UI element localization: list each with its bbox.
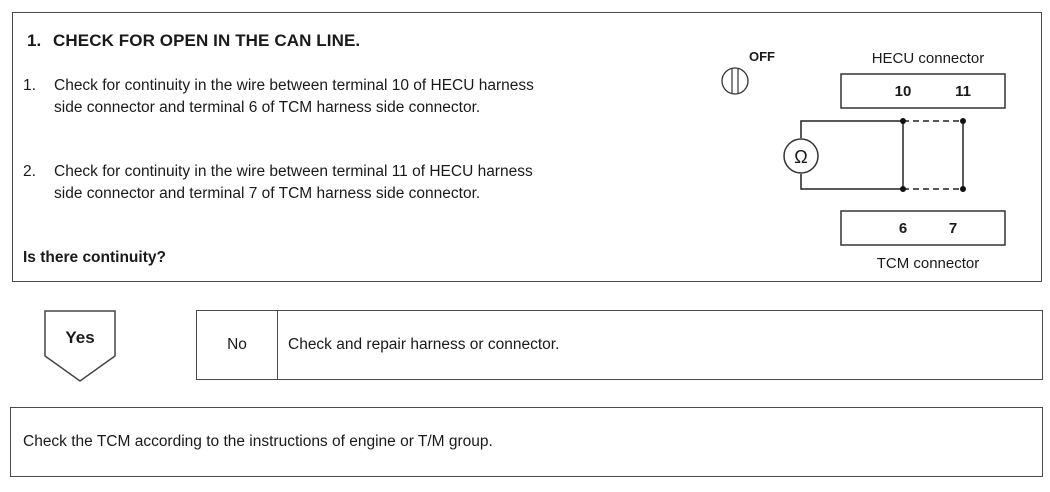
ignition-switch-icon	[722, 68, 748, 94]
instruction-text: Check for continuity in the wire between terminal 10 of HECU harness side connector and terminal 6 of TCM harness side connector.	[54, 77, 534, 116]
wire-junction-dots	[900, 118, 966, 192]
tcm-terminal-6: 6	[898, 220, 908, 237]
instruction-number: 1.	[23, 77, 36, 94]
hecu-terminal-10: 10	[894, 83, 912, 100]
step-title	[27, 31, 360, 51]
continuity-question: Is there continuity?	[23, 249, 166, 266]
instruction-number: 2.	[23, 163, 36, 180]
step-box	[12, 12, 1042, 282]
no-divider	[277, 311, 278, 379]
tcm-connector-label: TCM connector	[876, 255, 980, 272]
ignition-off-label: OFF	[749, 49, 775, 64]
no-action-text: Check and repair harness or connector.	[288, 336, 560, 353]
hecu-connector-label: HECU connector	[871, 50, 985, 67]
no-label: No	[227, 336, 247, 353]
continuity-test-diagram	[703, 31, 1033, 281]
ohm-symbol: Ω	[794, 147, 808, 167]
no-outcome-box	[196, 310, 1043, 380]
instruction-text: Check for continuity in the wire between terminal 11 of HECU harness side connector and terminal 7 of TCM harness side connector.	[54, 163, 533, 202]
next-step-box	[10, 407, 1043, 477]
ohmmeter-icon	[784, 139, 818, 173]
step-title-text: CHECK FOR OPEN IN THE CAN LINE.	[53, 31, 361, 50]
step-number: 1.	[27, 31, 42, 50]
hecu-connector	[841, 74, 1005, 108]
yes-label: Yes	[65, 328, 95, 347]
tcm-terminal-7: 7	[948, 220, 958, 237]
next-step-text: Check the TCM according to the instructions of engine or T/M group.	[23, 433, 493, 450]
tcm-connector	[841, 211, 1005, 245]
wiring	[801, 121, 963, 189]
hecu-terminal-11: 11	[955, 83, 971, 100]
instruction-item	[23, 75, 583, 119]
instruction-item	[23, 161, 583, 205]
